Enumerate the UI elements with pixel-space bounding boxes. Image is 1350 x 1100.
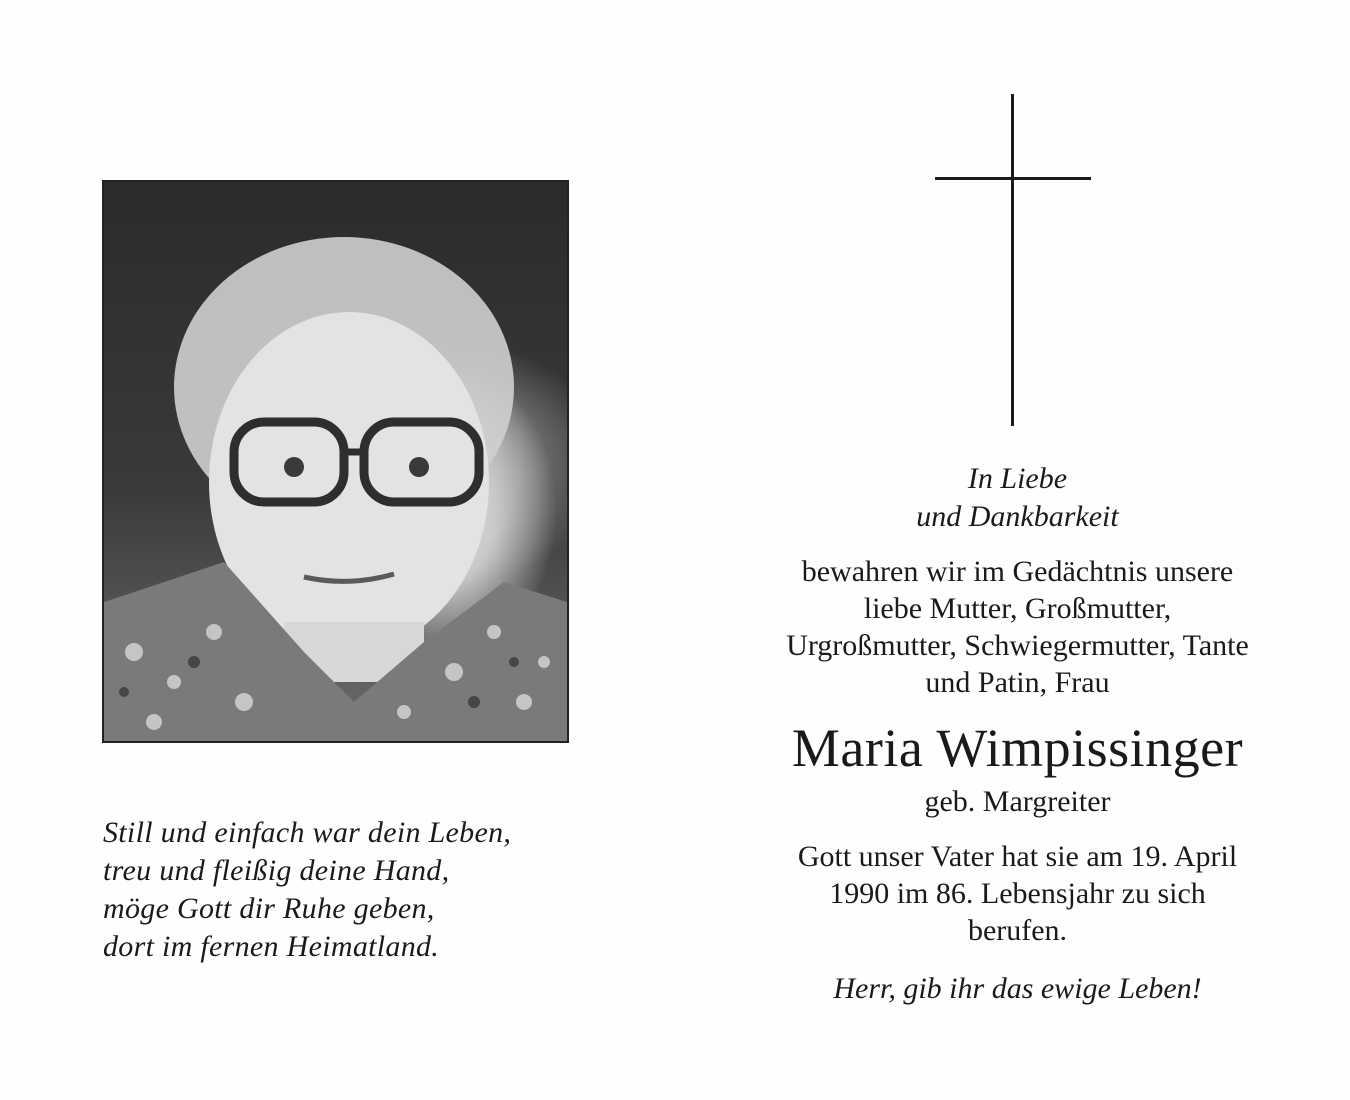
memorial-poem xyxy=(103,814,511,966)
death-notice-line: berufen. xyxy=(967,914,1068,947)
remembrance-line: Urgroßmutter, Schwiegermutter, Tante xyxy=(786,629,1249,662)
poem-line: dort im fernen Heimatland. xyxy=(103,930,440,963)
remembrance-line: liebe Mutter, Großmutter, xyxy=(863,592,1172,625)
birth-name: geb. Margreiter xyxy=(924,785,1111,818)
portrait-photo xyxy=(102,180,569,743)
intro-line: und Dankbarkeit xyxy=(916,500,1119,533)
cross-icon-horizontal xyxy=(935,177,1091,180)
intro-text xyxy=(740,460,1295,536)
remembrance-text xyxy=(740,553,1295,701)
death-notice-line: Gott unser Vater hat sie am 19. April xyxy=(797,840,1238,873)
intro-line: In Liebe xyxy=(967,462,1068,495)
poem-line: möge Gott dir Ruhe geben, xyxy=(103,892,435,925)
poem-line: Still und einfach war dein Leben, xyxy=(103,816,512,849)
remembrance-line: bewahren wir im Gedächtnis unsere xyxy=(801,555,1234,588)
poem-line: treu und fleißig deine Hand, xyxy=(103,854,450,887)
portrait-illustration xyxy=(104,182,567,741)
death-notice-text xyxy=(740,838,1295,949)
closing-prayer: Herr, gib ihr das ewige Leben! xyxy=(833,972,1202,1005)
cross-icon-vertical xyxy=(1011,94,1014,426)
remembrance-line: und Patin, Frau xyxy=(925,666,1110,699)
death-notice-line: 1990 im 86. Lebensjahr zu sich xyxy=(829,877,1206,910)
deceased-name: Maria Wimpissinger xyxy=(791,718,1244,778)
